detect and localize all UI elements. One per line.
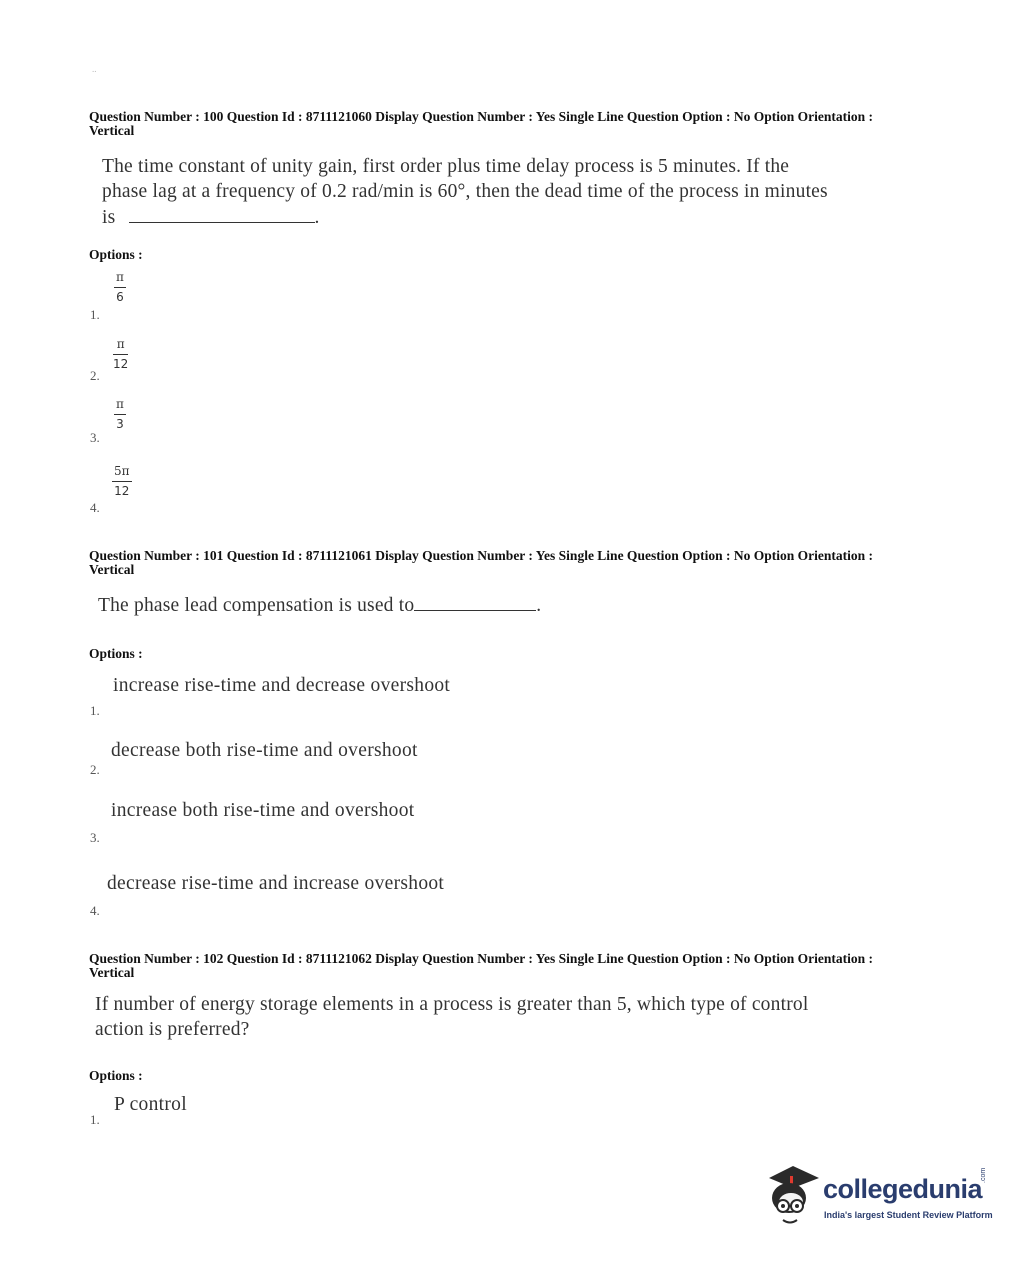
collegedunia-tagline: India's largest Student Review Platform: [824, 1210, 993, 1220]
option-number: 1.: [90, 1112, 100, 1127]
question-100-line-3-text: is: [102, 207, 116, 228]
header-dots: ..: [92, 64, 97, 74]
question-100-end: .: [314, 207, 320, 228]
question-102-options-label: Options :: [89, 1068, 143, 1083]
collegedunia-logo-suffix: .com: [980, 1167, 987, 1183]
question-100-meta: Question Number : 100 Question Id : 8711121060 Display Question Number : Yes Single Line Question Option : No Option Orientation : Vertical: [89, 109, 873, 138]
question-101-stem: The phase lead compensation is used to: [98, 595, 415, 616]
option-number: 2.: [90, 368, 100, 383]
option-1-text[interactable]: increase rise-time and decrease overshoot: [113, 675, 451, 696]
option-2-fraction[interactable]: [113, 338, 128, 371]
question-101-text: [98, 592, 888, 618]
collegedunia-mascot-icon: [763, 1160, 823, 1230]
option-3-fraction[interactable]: [114, 398, 126, 431]
collegedunia-logo-text: collegedunia: [823, 1174, 983, 1204]
question-100-options-label: Options :: [89, 247, 143, 262]
option-1-denominator: 6: [116, 290, 124, 304]
option-4-fraction[interactable]: [112, 465, 132, 498]
option-3-numerator: π: [116, 397, 124, 411]
question-101-options-label: Options :: [89, 646, 143, 661]
option-number: 3.: [90, 430, 100, 445]
question-100-line-2: phase lag at a frequency of 0.2 rad/min is 60°, then the dead time of the process in minutes: [102, 181, 828, 202]
answer-blank: [129, 204, 315, 223]
question-102-line-1: If number of energy storage elements in a process is greater than 5, which type of control: [95, 994, 809, 1015]
question-100-line-3: [102, 204, 892, 230]
option-number: 4.: [90, 500, 100, 515]
option-1-numerator: π: [116, 270, 124, 284]
answer-blank: [414, 592, 536, 611]
question-102-line-2: action is preferred?: [95, 1019, 250, 1040]
option-4-text[interactable]: decrease rise-time and increase overshoot: [107, 873, 445, 894]
question-100-text: [102, 154, 892, 230]
option-number: 4.: [90, 903, 100, 918]
option-3-text[interactable]: increase both rise-time and overshoot: [111, 800, 415, 821]
option-number: 1.: [90, 307, 100, 322]
option-2-numerator: π: [116, 337, 125, 351]
option-2-text[interactable]: decrease both rise-time and overshoot: [111, 740, 418, 761]
option-2-denominator: 12: [113, 357, 129, 371]
option-1-text[interactable]: P control: [114, 1094, 187, 1115]
option-3-denominator: 3: [116, 417, 124, 431]
question-102-text: [95, 992, 895, 1042]
option-number: 2.: [90, 762, 100, 777]
option-number: 1.: [90, 703, 100, 718]
option-4-denominator: 12: [114, 484, 130, 498]
option-1-fraction[interactable]: [114, 271, 126, 304]
option-4-numerator: 5π: [114, 464, 130, 478]
option-number: 3.: [90, 830, 100, 845]
question-101-meta: Question Number : 101 Question Id : 8711121061 Display Question Number : Yes Single Line Question Option : No Option Orientation : Vertical: [89, 548, 873, 577]
question-100-line-1: The time constant of unity gain, first order plus time delay process is 5 minutes. If the: [102, 156, 790, 177]
question-101-end: .: [536, 595, 542, 616]
question-102-meta: Question Number : 102 Question Id : 8711121062 Display Question Number : Yes Single Line Question Option : No Option Orientation : Vertical: [89, 951, 873, 980]
